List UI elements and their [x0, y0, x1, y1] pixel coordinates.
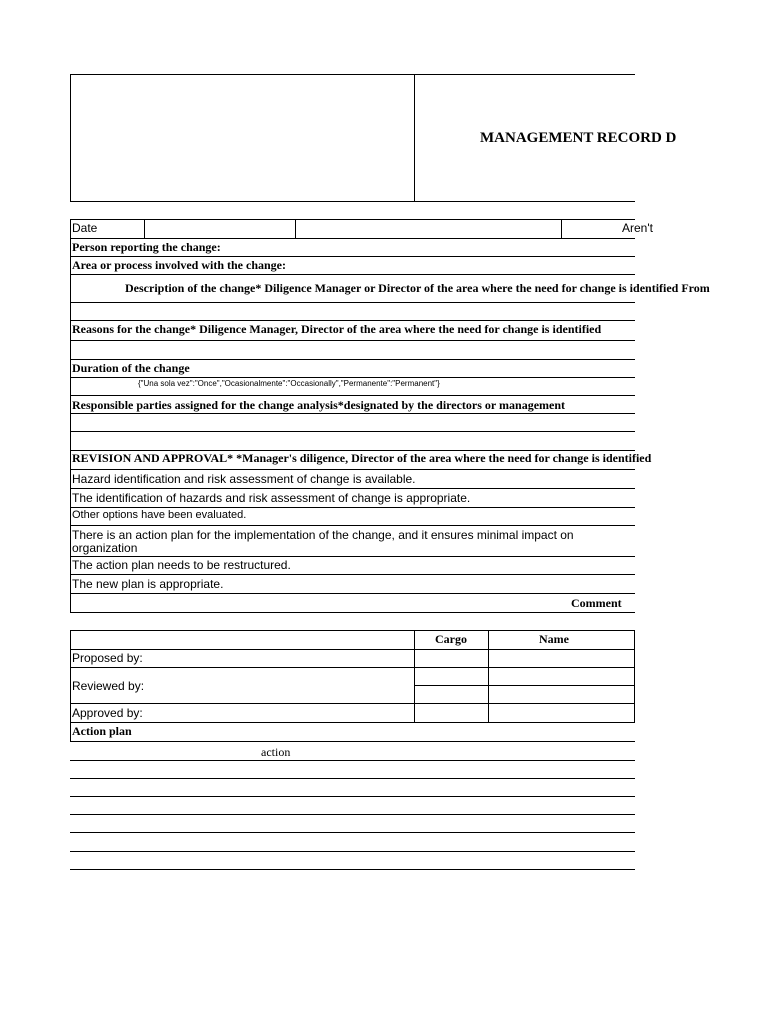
- header-left-border: [70, 74, 71, 202]
- check-options-evaluated: Other options have been evaluated.: [72, 509, 247, 521]
- action-line-2: [70, 760, 635, 761]
- cargo-header: Cargo: [435, 632, 467, 646]
- line-area: [70, 274, 635, 275]
- header-top-border: [70, 74, 635, 75]
- line-check-2: [70, 507, 635, 508]
- date-row-left: [70, 219, 71, 238]
- revision-heading: REVISION AND APPROVAL* *Manager's diligence, Director of the area where the need for change is identified: [72, 451, 652, 465]
- action-line-7: [70, 851, 635, 852]
- line-person: [70, 256, 635, 257]
- action-plan-left: [70, 722, 71, 741]
- line-check-1: [70, 488, 635, 489]
- date-input[interactable]: [145, 220, 294, 237]
- line-responsible: [70, 413, 635, 414]
- action-column-label: action: [261, 745, 291, 759]
- date-label: Date: [72, 221, 98, 235]
- date-row-divider-3: [561, 219, 562, 238]
- form-title: MANAGEMENT RECORD D: [480, 130, 677, 146]
- check-restructure: The action plan needs to be restructured.: [72, 558, 291, 572]
- responsible-label: Responsible parties assigned for the change analysis*designated by the directors or management: [72, 398, 566, 412]
- line-reasons: [70, 340, 635, 341]
- reviewed-label: Reviewed by:: [72, 679, 145, 693]
- check-action-plan: There is an action plan for the implementation of the change, and it ensures minimal impact on: [72, 528, 574, 542]
- action-line-5: [70, 814, 635, 815]
- action-line-4: [70, 796, 635, 797]
- line-description: [70, 302, 635, 303]
- action-plan-heading: Action plan: [72, 724, 132, 738]
- check-action-plan-cont: organization: [72, 541, 138, 555]
- description-label: Description of the change* Diligence Manager or Director of the area where the need for change is identified From: [125, 281, 710, 295]
- check-new-plan: The new plan is appropriate.: [72, 577, 224, 591]
- duration-options[interactable]: {"Una sola vez":"Once","Ocasionalmente":"Occasionally","Permanente":"Permanent"}: [138, 379, 440, 388]
- proposed-label: Proposed by:: [72, 651, 143, 665]
- action-line-1: [70, 741, 635, 742]
- sig-line-3: [414, 685, 635, 686]
- comment-label: Comment: [571, 596, 622, 610]
- sig-right: [634, 630, 635, 723]
- sig-left: [70, 630, 71, 723]
- check-hazard-appropriate: The identification of hazards and risk assessment of change is appropriate.: [72, 491, 471, 505]
- sig-divider-2: [488, 630, 489, 723]
- area-involved-label: Area or process involved with the change:: [72, 258, 286, 272]
- duration-label: Duration of the change: [72, 361, 190, 375]
- line-duration-2: [70, 395, 635, 396]
- sig-line-2: [70, 667, 635, 668]
- header-bottom-border: [70, 201, 635, 202]
- person-reporting-label: Person reporting the change:: [72, 240, 221, 254]
- approved-label: Approved by:: [72, 706, 143, 720]
- line-check-3: [70, 525, 635, 526]
- revision-left-border: [70, 450, 71, 613]
- reasons-label: Reasons for the change* Diligence Manager, Director of the area where the need for change is identified: [72, 322, 602, 336]
- check-hazard-available: Hazard identification and risk assessment of change is available.: [72, 472, 416, 486]
- sig-divider-1: [414, 630, 415, 723]
- body-left-border: [70, 238, 71, 458]
- name-header: Name: [539, 632, 569, 646]
- arent-label: Aren't: [622, 221, 653, 235]
- line-reasons-2: [70, 359, 635, 360]
- header-divider: [414, 74, 415, 202]
- action-line-8: [70, 869, 635, 870]
- sig-line-1: [70, 649, 635, 650]
- date-row-bottom: [70, 238, 635, 239]
- date-extra-input[interactable]: [296, 220, 560, 237]
- line-check-5: [70, 574, 635, 575]
- sig-top: [70, 630, 635, 631]
- line-comment: [70, 612, 635, 613]
- line-description-2: [70, 320, 635, 321]
- line-responsible-2: [70, 431, 635, 432]
- line-revision-heading: [70, 469, 635, 470]
- sig-line-4: [70, 703, 635, 704]
- sig-bottom: [70, 722, 635, 723]
- action-line-3: [70, 778, 635, 779]
- line-check-4: [70, 556, 635, 557]
- line-duration: [70, 377, 635, 378]
- line-check-6: [70, 593, 635, 594]
- action-line-6: [70, 832, 635, 833]
